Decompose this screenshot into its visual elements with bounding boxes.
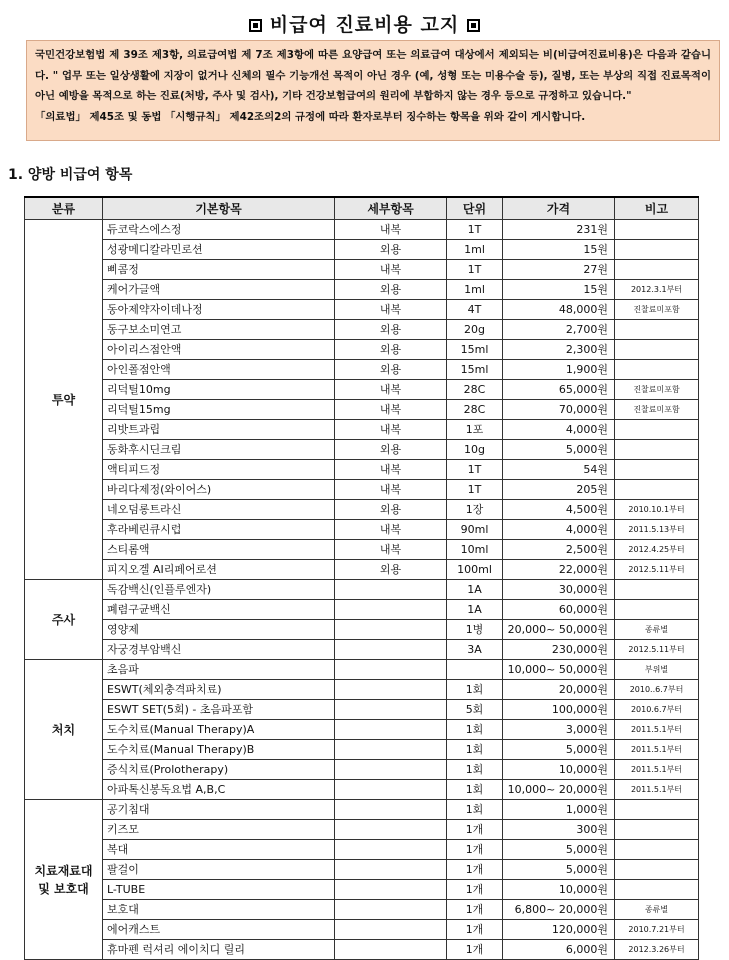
item-detail [335,860,447,880]
item-note [615,340,699,360]
item-name: 동아제약자이데나정 [103,300,335,320]
item-price: 2,700원 [503,320,615,340]
fee-table [24,196,699,960]
header-category: 분류 [25,197,103,220]
table-row [25,800,699,820]
item-detail [335,920,447,940]
category-cell: 주사 [25,580,103,660]
item-detail [335,740,447,760]
square-bullet-icon [249,19,262,32]
section-title: 1. 양방 비급여 항목 [8,167,133,183]
table-row [25,720,699,740]
header-detail: 세부항목 [335,197,447,220]
item-detail [335,780,447,800]
item-unit: 1개 [447,920,503,940]
item-unit: 28C [447,400,503,420]
item-note [615,240,699,260]
item-note: 2011.5.13부터 [615,520,699,540]
item-detail [335,940,447,960]
item-unit: 1A [447,580,503,600]
item-unit: 90ml [447,520,503,540]
item-detail [335,820,447,840]
item-note: 종류별 [615,900,699,920]
item-detail [335,900,447,920]
category-cell: 투약 [25,220,103,580]
item-detail: 내복 [335,400,447,420]
item-detail: 내복 [335,260,447,280]
item-unit: 4T [447,300,503,320]
table-row [25,740,699,760]
item-note: 진찰료미포함 [615,380,699,400]
item-unit: 1개 [447,820,503,840]
item-note [615,260,699,280]
item-unit: 1회 [447,800,503,820]
item-price: 15원 [503,280,615,300]
item-name: 휴마펜 럭셔리 에이치디 릴리 [103,940,335,960]
item-name: 도수치료(Manual Therapy)B [103,740,335,760]
table-row [25,640,699,660]
item-detail: 외용 [335,280,447,300]
item-note [615,840,699,860]
item-price: 300원 [503,820,615,840]
item-unit: 1개 [447,840,503,860]
item-price: 1,900원 [503,360,615,380]
item-name: ESWT SET(5회) - 초음파포함 [103,700,335,720]
item-note [615,820,699,840]
item-price: 100,000원 [503,700,615,720]
item-detail: 외용 [335,440,447,460]
table-row [25,580,699,600]
square-bullet-icon [467,19,480,32]
table-row [25,340,699,360]
item-name: 아인폴점안액 [103,360,335,380]
item-note: 2010.6.7부터 [615,700,699,720]
item-unit: 28C [447,380,503,400]
item-detail [335,620,447,640]
item-unit: 1개 [447,880,503,900]
item-unit: 1회 [447,720,503,740]
table-row [25,220,699,240]
item-price: 2,300원 [503,340,615,360]
item-price: 230,000원 [503,640,615,660]
table-row [25,540,699,560]
item-unit: 1T [447,220,503,240]
table-row [25,780,699,800]
item-detail: 내복 [335,220,447,240]
item-unit [447,660,503,680]
table-row [25,320,699,340]
item-name: 네오덤롱트라신 [103,500,335,520]
item-detail [335,660,447,680]
item-price: 15원 [503,240,615,260]
table-row [25,460,699,480]
item-name: 공기침대 [103,800,335,820]
item-name: 리덕틸15mg [103,400,335,420]
item-price: 10,000~ 50,000원 [503,660,615,680]
item-name: 에어캐스트 [103,920,335,940]
header-item: 기본항목 [103,197,335,220]
item-detail [335,680,447,700]
item-detail: 외용 [335,500,447,520]
item-price: 2,500원 [503,540,615,560]
item-unit: 5회 [447,700,503,720]
item-note: 2011.5.1부터 [615,720,699,740]
item-unit: 1회 [447,760,503,780]
item-name: 키즈모 [103,820,335,840]
item-name: 케어가글액 [103,280,335,300]
item-unit: 1포 [447,420,503,440]
item-unit: 1회 [447,740,503,760]
table-body [25,220,699,960]
item-detail [335,700,447,720]
item-name: 영양제 [103,620,335,640]
item-unit: 1A [447,600,503,620]
item-price: 205원 [503,480,615,500]
item-note: 종류별 [615,620,699,640]
header-unit: 단위 [447,197,503,220]
table-row [25,900,699,920]
item-note [615,600,699,620]
item-name: 아파톡신봉독요법 A,B,C [103,780,335,800]
item-name: 도수치료(Manual Therapy)A [103,720,335,740]
item-note: 부위별 [615,660,699,680]
item-name: 피지오겔 AI리페어로션 [103,560,335,580]
item-price: 1,000원 [503,800,615,820]
item-name: 팔걸이 [103,860,335,880]
item-detail: 외용 [335,360,447,380]
item-note: 2011.5.1부터 [615,780,699,800]
item-price: 54원 [503,460,615,480]
item-unit: 100ml [447,560,503,580]
item-price: 4,000원 [503,520,615,540]
item-detail [335,880,447,900]
item-unit: 1회 [447,680,503,700]
item-price: 231원 [503,220,615,240]
item-detail: 내복 [335,380,447,400]
item-price: 20,000~ 50,000원 [503,620,615,640]
item-detail [335,840,447,860]
table-row [25,300,699,320]
item-unit: 1T [447,480,503,500]
item-note [615,580,699,600]
table-row [25,660,699,680]
item-name: 아이리스점안액 [103,340,335,360]
item-name: 자궁경부암백신 [103,640,335,660]
item-name: 액티피드정 [103,460,335,480]
item-note: 2010.7.21부터 [615,920,699,940]
item-unit: 15ml [447,360,503,380]
item-name: ESWT(체외충격파치료) [103,680,335,700]
item-detail: 내복 [335,300,447,320]
item-note: 2011.5.1부터 [615,760,699,780]
item-price: 6,000원 [503,940,615,960]
item-unit: 10ml [447,540,503,560]
item-name: 리덕틸10mg [103,380,335,400]
table-row [25,840,699,860]
item-note: 2012.3.26부터 [615,940,699,960]
item-detail: 외용 [335,320,447,340]
item-note [615,360,699,380]
table-row [25,400,699,420]
item-note [615,420,699,440]
item-price: 30,000원 [503,580,615,600]
item-unit: 3A [447,640,503,660]
item-unit: 20g [447,320,503,340]
item-name: 후라베린큐시럽 [103,520,335,540]
item-price: 27원 [503,260,615,280]
item-detail: 내복 [335,420,447,440]
item-note [615,880,699,900]
item-name: 증식치료(Prolotherapy) [103,760,335,780]
item-price: 10,000원 [503,880,615,900]
item-detail [335,600,447,620]
item-price: 5,000원 [503,440,615,460]
item-price: 6,800~ 20,000원 [503,900,615,920]
table-row [25,420,699,440]
item-price: 5,000원 [503,860,615,880]
table-row [25,820,699,840]
item-detail [335,800,447,820]
item-note [615,220,699,240]
item-note: 진찰료미포함 [615,400,699,420]
item-price: 22,000원 [503,560,615,580]
item-price: 20,000원 [503,680,615,700]
item-name: 스티롬액 [103,540,335,560]
item-unit: 1개 [447,860,503,880]
item-unit: 1병 [447,620,503,640]
item-unit: 1ml [447,240,503,260]
table-row [25,700,699,720]
item-note: 2010..6.7부터 [615,680,699,700]
category-cell: 치료재료대 및 보호대 [25,800,103,960]
item-price: 10,000~ 20,000원 [503,780,615,800]
item-name: L-TUBE [103,880,335,900]
item-price: 4,000원 [503,420,615,440]
header-note: 비고 [615,197,699,220]
table-row [25,940,699,960]
item-name: 독감백신(인플루엔자) [103,580,335,600]
notice-paragraph-1: 국민건강보험법 제 39조 제3항, 의료급여법 제 7조 제3항에 따른 요양급여 또는 의료급여 대상에서 제외되는 비(비급여진료비용)은 다음과 같습니다. " 업무 또는 일상생활에 지장이 없거나 신체의 필수 기능개선 목적이 아닌 경우 (예, 성형 또는 미용수술 등), 질병, 또는 부상의 직접 진료목적이 아닌 예방을 목적으로 하는 진료(처방, 주사 및 검사), 기타 건강보험급여의 원리에 부합하지 않는 경우 등으로 규정하고 있습니다." [35,49,711,102]
table-row [25,620,699,640]
header-price: 가격 [503,197,615,220]
item-note [615,460,699,480]
item-name: 보호대 [103,900,335,920]
item-note [615,320,699,340]
table-row [25,560,699,580]
item-note: 2012.5.11부터 [615,560,699,580]
table-row [25,860,699,880]
item-note: 진찰료미포함 [615,300,699,320]
item-price: 4,500원 [503,500,615,520]
table-row [25,600,699,620]
item-name: 동화후시딘크림 [103,440,335,460]
table-row [25,260,699,280]
item-name: 바리다제정(와이어스) [103,480,335,500]
item-name: 리밧트과립 [103,420,335,440]
item-detail: 외용 [335,560,447,580]
item-name: 초음파 [103,660,335,680]
item-name: 폐렴구균백신 [103,600,335,620]
item-detail: 내복 [335,460,447,480]
item-detail [335,580,447,600]
item-name: 듀코락스에스정 [103,220,335,240]
notice-paragraph-2: 「의료법」 제45조 및 동법 「시행규칙」 제42조의2의 규정에 따라 환자로부터 징수하는 항목을 위와 같이 게시합니다. [35,110,586,123]
item-price: 120,000원 [503,920,615,940]
item-detail: 외용 [335,240,447,260]
page-title: 비급여 진료비용 고지 [0,10,729,37]
item-name: 복대 [103,840,335,860]
table-header-row [25,197,699,220]
item-note [615,480,699,500]
table-row [25,760,699,780]
category-cell: 처치 [25,660,103,800]
item-note [615,860,699,880]
item-note: 2012.5.11부터 [615,640,699,660]
item-note: 2011.5.1부터 [615,740,699,760]
table-row [25,680,699,700]
item-detail: 내복 [335,520,447,540]
item-unit: 1장 [447,500,503,520]
table-row [25,520,699,540]
table-row [25,500,699,520]
item-price: 65,000원 [503,380,615,400]
table-row [25,380,699,400]
item-unit: 1개 [447,900,503,920]
item-unit: 15ml [447,340,503,360]
item-detail: 내복 [335,480,447,500]
table-row [25,480,699,500]
item-unit: 10g [447,440,503,460]
item-name: 성광메디칼라민로션 [103,240,335,260]
table-row [25,920,699,940]
item-detail [335,760,447,780]
item-price: 5,000원 [503,840,615,860]
item-price: 5,000원 [503,740,615,760]
item-note: 2012.3.1부터 [615,280,699,300]
table-row [25,280,699,300]
item-note [615,440,699,460]
item-detail [335,640,447,660]
item-unit: 1T [447,260,503,280]
table-row [25,440,699,460]
item-name: 삐콤정 [103,260,335,280]
item-note: 2010.10.1부터 [615,500,699,520]
item-note: 2012.4.25부터 [615,540,699,560]
item-note [615,800,699,820]
notice-box [26,40,720,141]
item-detail: 외용 [335,340,447,360]
item-price: 10,000원 [503,760,615,780]
item-price: 48,000원 [503,300,615,320]
item-unit: 1T [447,460,503,480]
item-unit: 1개 [447,940,503,960]
item-name: 동구보소미연고 [103,320,335,340]
item-unit: 1ml [447,280,503,300]
item-unit: 1회 [447,780,503,800]
item-detail [335,720,447,740]
item-price: 70,000원 [503,400,615,420]
table-row [25,360,699,380]
item-detail: 내복 [335,540,447,560]
table-row [25,240,699,260]
item-price: 60,000원 [503,600,615,620]
table-row [25,880,699,900]
item-price: 3,000원 [503,720,615,740]
